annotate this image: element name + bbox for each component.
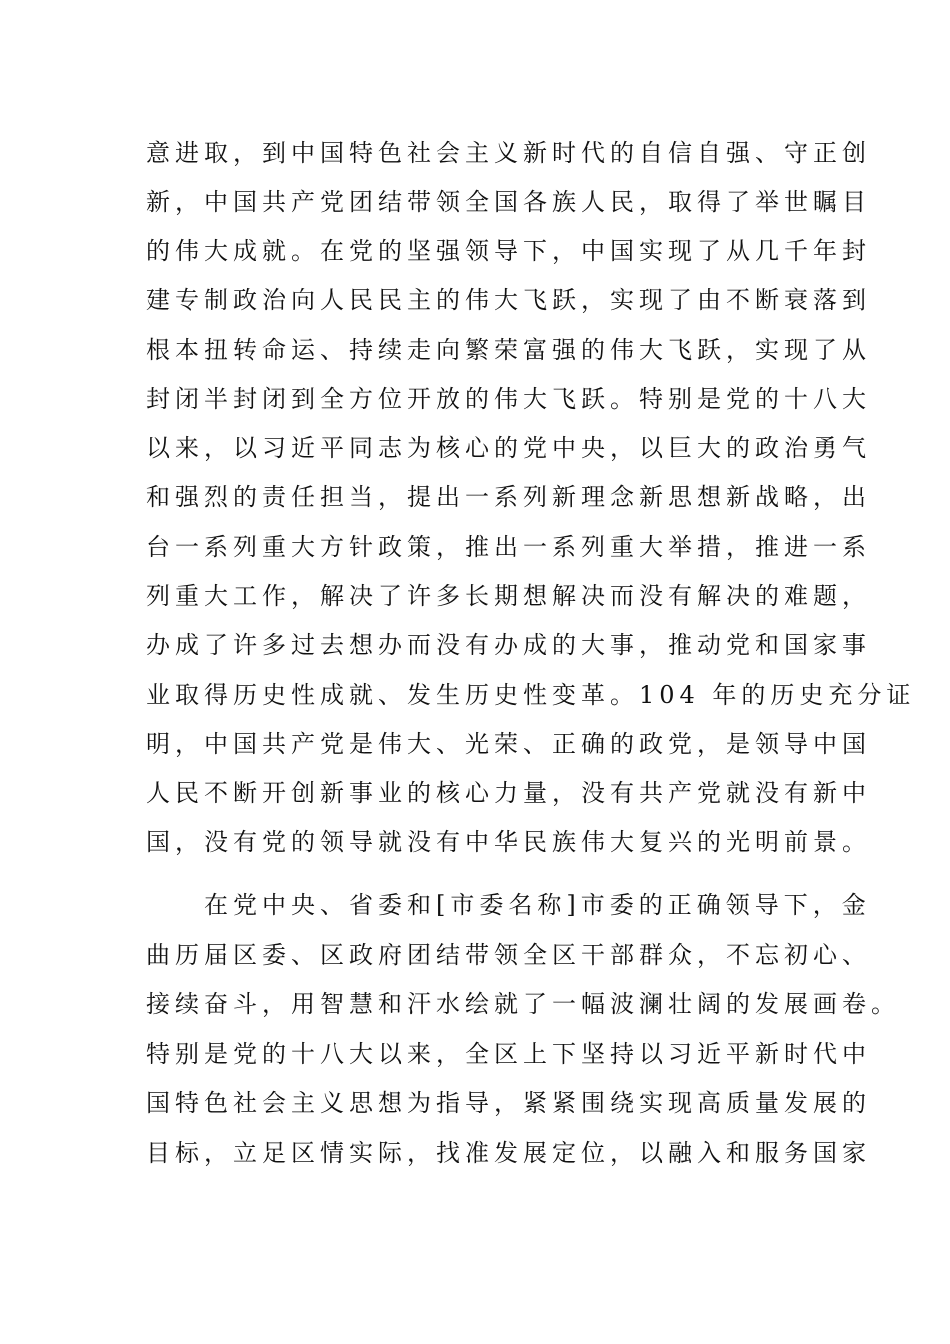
text-line: 台一系列重大方针政策，推出一系列重大举措，推进一系	[146, 533, 871, 561]
text-line: 国，没有党的领导就没有中华民族伟大复兴的光明前景。	[146, 828, 871, 856]
text-line: 曲历届区委、区政府团结带领全区干部群众，不忘初心、	[146, 941, 871, 969]
text-line: 新，中国共产党团结带领全国各族人民，取得了举世瞩目	[146, 188, 871, 216]
text-line: 办成了许多过去想办而没有办成的大事，推动党和国家事	[146, 631, 871, 659]
text-line: 在党中央、省委和[市委名称]市委的正确领导下，金	[146, 891, 871, 919]
text-line: 建专制政治向人民民主的伟大飞跃，实现了由不断衰落到	[146, 286, 871, 314]
text-line: 和强烈的责任担当，提出一系列新理念新思想新战略，出	[146, 483, 871, 511]
text-line: 人民不断开创新事业的核心力量，没有共产党就没有新中	[146, 779, 871, 807]
text-line: 的伟大成就。在党的坚强领导下，中国实现了从几千年封	[146, 237, 871, 265]
text-line: 意进取，到中国特色社会主义新时代的自信自强、守正创	[146, 139, 871, 167]
text-line: 封闭半封闭到全方位开放的伟大飞跃。特别是党的十八大	[146, 385, 871, 413]
text-line: 以来，以习近平同志为核心的党中央，以巨大的政治勇气	[146, 434, 871, 462]
text-line: 特别是党的十八大以来，全区上下坚持以习近平新时代中	[146, 1040, 871, 1068]
text-line: 根本扭转命运、持续走向繁荣富强的伟大飞跃，实现了从	[146, 336, 871, 364]
text-line: 列重大工作，解决了许多长期想解决而没有解决的难题，	[146, 582, 871, 610]
text-line: 目标，立足区情实际，找准发展定位，以融入和服务国家	[146, 1139, 871, 1167]
text-line: 国特色社会主义思想为指导，紧紧围绕实现高质量发展的	[146, 1089, 871, 1117]
text-line: 接续奋斗，用智慧和汗水绘就了一幅波澜壮阔的发展画卷。	[146, 990, 900, 1018]
text-line: 明，中国共产党是伟大、光荣、正确的政党，是领导中国	[146, 730, 871, 758]
text-line: 业取得历史性成就、发生历史性变革。104 年的历史充分证	[146, 681, 916, 709]
